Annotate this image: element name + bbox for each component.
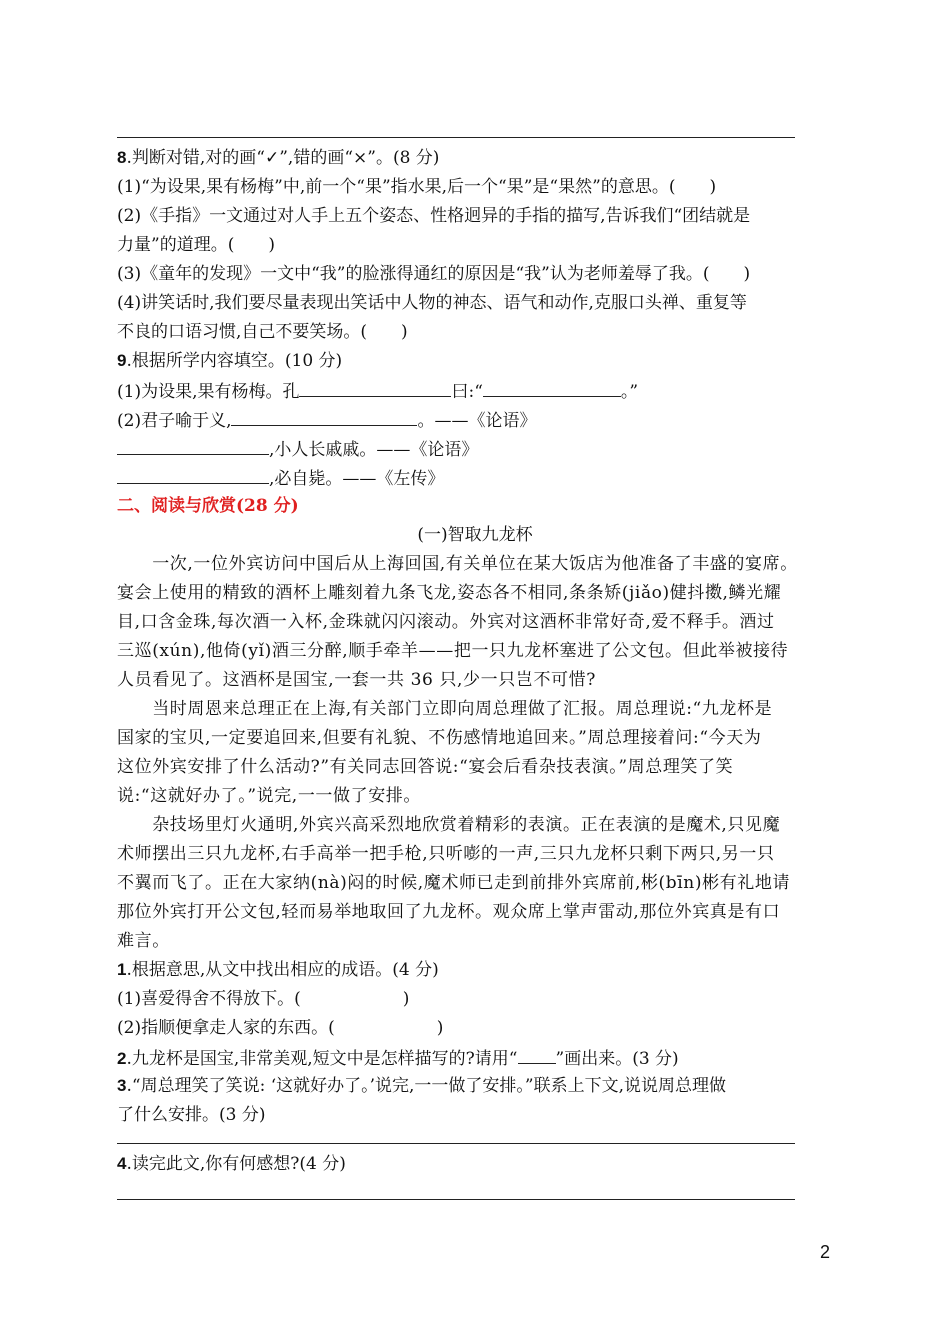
r-q3-text-a: .“周总理笑了笑说: ‘这就好办了。’说完,一一做了安排。”联系上下文,说说周总理做 [126,1076,726,1096]
passage-title: (一)智取九龙杯 [417,525,533,545]
q9-line-4 [117,466,444,490]
q9-number: 9 [117,351,127,370]
passage-line: 人员看见了。这酒杯是国宝,一套一共 36 只,少一只岂不可惜? [117,670,596,690]
fill-blank[interactable] [117,466,269,484]
fill-blank[interactable] [117,437,269,455]
passage-line: 宴会上使用的精致的酒杯上雕刻着九条飞龙,姿态各不相同,条条矫(jiǎo)健抖擞,鳞光耀 [117,583,782,603]
r-q4-title [117,1153,346,1175]
r-q2-text-a: .九龙杯是国宝,非常美观,短文中是怎样描写的?请用“ [126,1049,518,1069]
r-q1-text: .根据意思,从文中找出相应的成语。(4 分) [126,960,439,980]
passage-line: 当时周恩来总理正在上海,有关部门立即向周总理做了汇报。周总理说:“九龙杯是 [117,699,773,719]
q9-line-3 [117,437,478,461]
r-q3-title [117,1075,726,1097]
q9-line2-text-a: (2)君子喻于义, [117,411,232,431]
answer-line-top [117,137,795,138]
passage-line: 一次,一位外宾访问中国后从上海回国,有关单位在某大饭店为他准备了丰盛的宴席。 [117,554,798,574]
passage-line: 不翼而飞了。正在大家纳(nà)闷的时候,魔术师已走到前排外宾席前,彬(bīn)彬有礼地请 [117,873,791,893]
q8-item-4: (4)讲笑话时,我们要尽量表现出笑话中人物的神态、语气和动作,克服口头禅、重复等 [117,293,747,313]
passage-line: 三巡(xún),他倚(yǐ)酒三分醉,顺手牵羊——把一只九龙杯塞进了公文包。但此举被接待 [117,641,789,661]
q9-line-2 [117,408,536,432]
page-number: 2 [820,1242,831,1262]
q9-line1-text-c: 。” [620,382,639,402]
q9-title-text: .根据所学内容填空。(10 分) [126,351,343,371]
q8-item-1: (1)“为设果,果有杨梅”中,前一个“果”指水果,后一个“果”是“果然”的意思。( ) [117,177,717,197]
passage-line: 术师摆出三只九龙杯,右手高举一把手枪,只听嘭的一声,三只九龙杯只剩下两只,另一只 [117,844,775,864]
q8-item-2-cont: 力量”的道理。( ) [117,235,275,255]
r-q1-item-2: (2)指顺便拿走人家的东西。( ) [117,1018,444,1038]
fill-blank[interactable] [231,408,417,426]
section-heading: 二、阅读与欣赏(28 分) [117,496,299,516]
r-q1-item-1: (1)喜爱得舍不得放下。( ) [117,989,410,1009]
passage-line: 难言。 [117,931,170,951]
r-q2-title [117,1046,679,1070]
q8-title-text-b: ”,错的画“×”。(8 分) [279,148,440,168]
q8-item-2: (2)《手指》一文通过对人手上五个姿态、性格迥异的手指的描写,告诉我们“团结就是 [117,206,751,226]
q9-line4-text: ,必自毙。——《左传》 [269,469,445,489]
r-q1-title [117,959,439,981]
q9-line3-text: ,小人长戚戚。——《论语》 [269,440,479,460]
fill-blank[interactable] [299,379,451,397]
r-q3-answer-line[interactable] [117,1143,795,1144]
passage-line: 杂技场里灯火通明,外宾兴高采烈地欣赏着精彩的表演。正在表演的是魔术,只见魔 [117,815,781,835]
check-mark-icon: ✓ [264,148,280,168]
underline-sample [518,1046,556,1064]
q9-title [117,350,342,372]
r-q4-text: .读完此文,你有何感想?(4 分) [126,1154,346,1174]
q9-line1-text-b: 曰:“ [451,382,483,402]
q8-item-4-cont: 不良的口语习惯,自己不要笑场。( ) [117,322,408,342]
r-q1-number: 1 [117,960,127,979]
passage-line: 国家的宝贝,一定要追回来,但要有礼貌、不伤感情地追回来。”周总理接着问:“今天为 [117,728,762,748]
passage-line: 这位外宾安排了什么活动?”有关同志回答说:“宴会后看杂技表演。”周总理笑了笑 [117,757,734,777]
r-q2-number: 2 [117,1049,127,1068]
q8-title-text-a: .判断对错,对的画“ [126,148,265,168]
q9-line-1 [117,379,638,403]
q8-item-3: (3)《童年的发现》一文中“我”的脸涨得通红的原因是“我”认为老师羞辱了我。( ) [117,264,751,284]
fill-blank[interactable] [483,379,621,397]
r-q4-number: 4 [117,1154,127,1173]
passage-line: 目,口含金珠,每次酒一入杯,金珠就闪闪滚动。外宾对这酒杯非常好奇,爱不释手。酒过 [117,612,775,632]
r-q3-number: 3 [117,1076,127,1095]
passage-line: 说:“这就好办了。”说完,一一做了安排。 [117,786,422,806]
q9-line1-text-a: (1)为设果,果有杨梅。孔 [117,382,300,402]
r-q3-title-cont: 了什么安排。(3 分) [117,1105,266,1125]
q8-number: 8 [117,148,127,167]
q8-title [117,147,439,169]
r-q2-text-b: ”画出来。(3 分) [555,1049,679,1069]
passage-line: 那位外宾打开公文包,轻而易举地取回了九龙杯。观众席上掌声雷动,那位外宾真是有口 [117,902,781,922]
q9-line2-text-b: 。——《论语》 [417,411,537,431]
r-q4-answer-line[interactable] [117,1199,795,1200]
